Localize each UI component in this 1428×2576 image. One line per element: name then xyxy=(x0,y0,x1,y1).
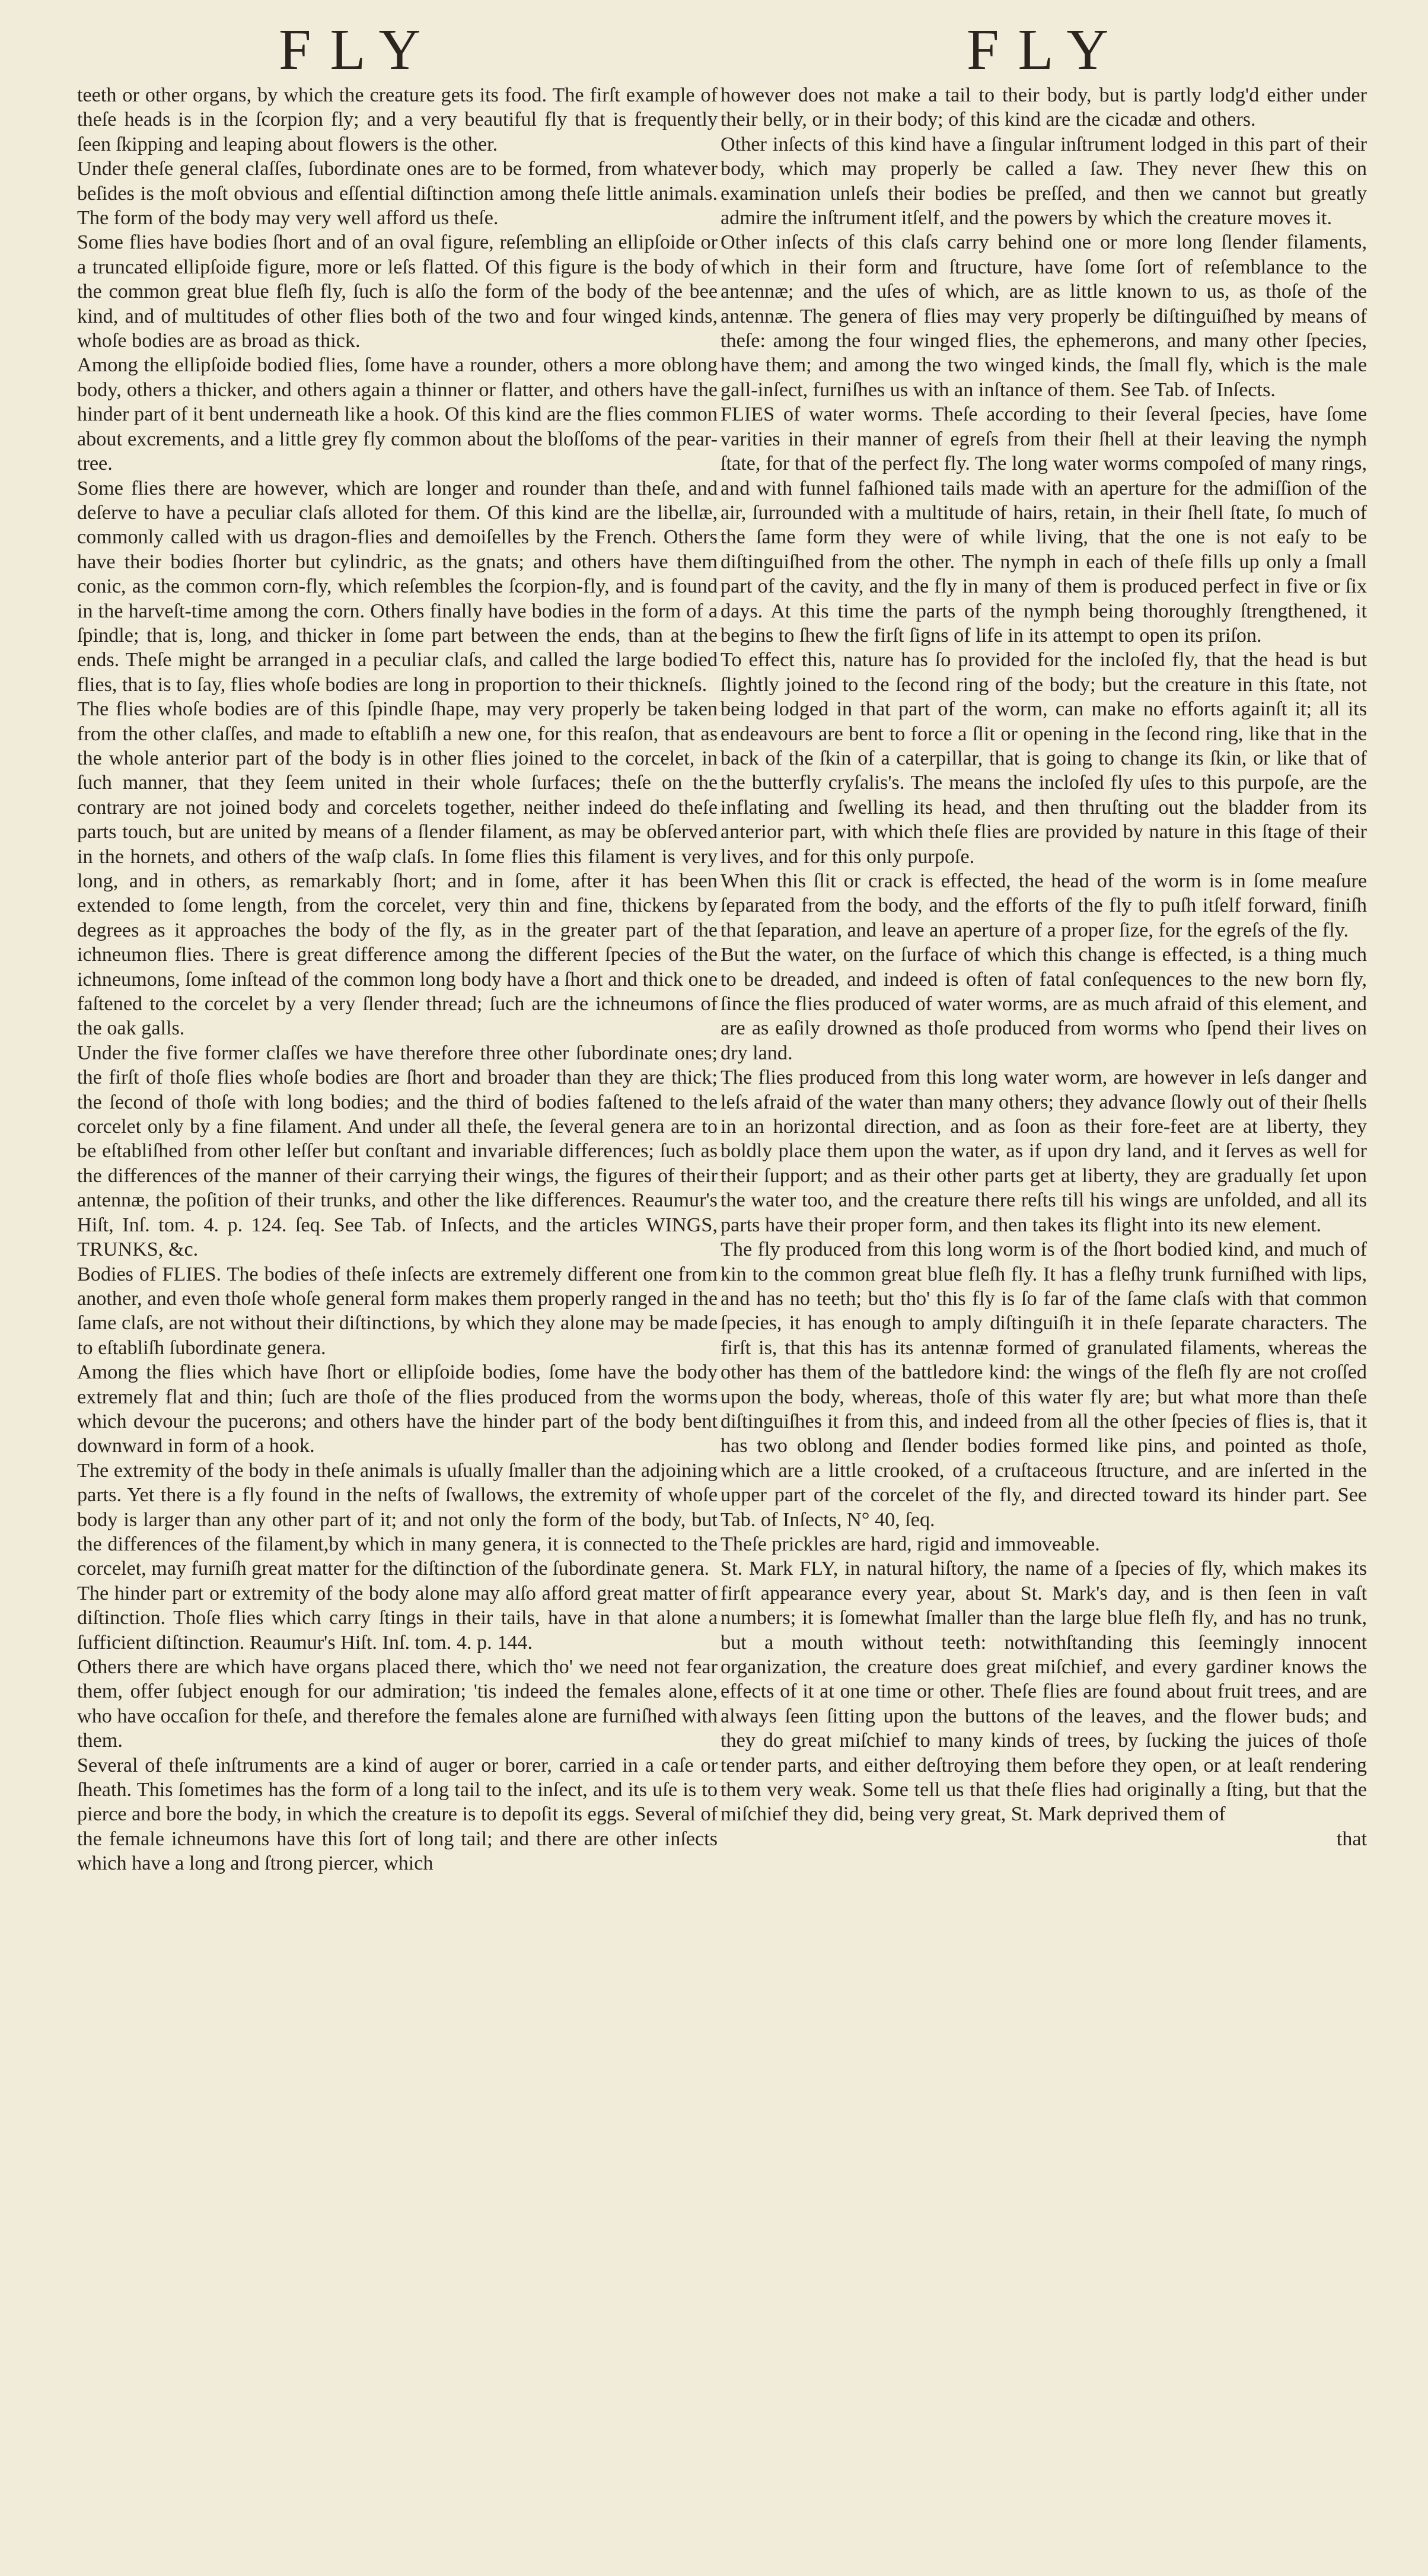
paragraph: But the water, on the ſurface of which this change is effected, is a thing much to be dreaded, and indeed is often of fatal conſequences to the new born fly, ſince the flies produced of water worms, are as much afraid of this element, and are as eaſily drowned as thoſe produced from worms who ſpend their lives on dry land. xyxy=(721,944,1367,1064)
paragraph: teeth or other organs, by which the creature gets its food. The firſt example of theſe heads is in the ſcorpion fly; and a very beautiful fly that is frequently ſeen ſkipping and leaping about flowers is the other. xyxy=(77,84,718,155)
paragraph: however does not make a tail to their body, but is partly lodg'd either under their belly, or in their body; of this kind are the cicadæ and others. xyxy=(721,84,1367,131)
paragraph: To effect this, nature has ſo provided for the incloſed fly, that the head is but ſlightly joined to the ſecond ring of the body; but the creature in this ſtate, not being lodged in that part of the worm, can make no efforts againſt it; all its endeavours are bent to force a ſlit or opening in the ſecond ring, like that in the back of the ſkin of a caterpillar, that is going to change its ſkin, or like that of the butterfly cryſalis's. The means the incloſed fly uſes to this purpoſe, are the inflating and ſwelling its head, and then thruſting out the bladder from its anterior part, with which theſe flies are provided by nature in this ſtage of their lives, and for this only purpoſe. xyxy=(721,649,1367,868)
paragraph: Several of theſe inſtruments are a kind of auger or borer, carried in a caſe or ſheath. This ſometimes has the form of a long tail to the inſect, and its uſe is to pierce and bore the body, in which the creature is to depoſit its eggs. Several of the female ichneumons have this ſort of long tail; and there are other inſects which have a long and ſtrong piercer, which xyxy=(77,1754,718,1875)
paragraph: When this ſlit or crack is effected, the head of the worm is in ſome meaſure ſeparated from the body, and the efforts of the fly to puſh itſelf forward, finiſh that ſeparation, and leave an aperture of a proper ſize, for the egreſs of the fly. xyxy=(721,870,1367,941)
paragraph: Among the flies which have ſhort or ellipſoide bodies, ſome have the body extremely flat and thin; ſuch are thoſe of the flies produced from the worms which devour the pucerons; and others have the hinder part of the body bent downward in form of a hook. xyxy=(77,1361,718,1457)
paragraph: Others there are which have organs placed there, which tho' we need not fear them, offer ſubject enough for our admiration; 'tis indeed the females alone, who have occaſion for theſe, and therefore the females alone are furniſhed with them. xyxy=(77,1656,718,1752)
paragraph: Among the ellipſoide bodied flies, ſome have a rounder, others a more oblong body, others a thicker, and others again a thinner or flatter, and others have the hinder part of it bent underneath like a hook. Of this kind are the flies common about excrements, and a little grey fly common about the bloſſoms of the pear-tree. xyxy=(77,354,718,475)
paragraph: FLIES of water worms. Theſe according to their ſeveral ſpecies, have ſome varities in their manner of egreſs from their ſhell at their leaving the nymph ſtate, for that of the perfect fly. The long water worms compoſed of many rings, and with funnel faſhioned tails made with an aperture for the admiſſion of the air, ſurrounded with a multitude of hairs, retain, in their ſhell ſtate, ſo much of the ſame form they were of while living, that the one is not eaſy to be diſtinguiſhed from the other. The nymph in each of theſe fills up only a ſmall part of the cavity, and the fly in many of them is produced perfect in five or ſix days. At this time the parts of the nymph being thoroughly ſtrengthened, it begins to ſhew the firſt ſigns of life in its attempt to open its priſon. xyxy=(721,403,1367,647)
paragraph: St. Mark FLY, in natural hiſtory, the name of a ſpecies of fly, which makes its firſt appearance every year, about St. Mark's day, and is then ſeen in vaſt numbers; it is ſomewhat ſmaller than the large blue fleſh fly, and has no trunk, but a mouth without teeth: notwithſtanding this ſeemingly innocent organization, the creature does great miſchief, and every gardiner knows the effects of it at one time or other. Theſe flies are found about fruit trees, and are always ſeen ſitting upon the buttons of the leaves, and the flower buds; and they do great miſchief to many kinds of trees, by ſucking the juices of thoſe tender parts, and either deſtroying them before they open, or at leaſt rendering them very weak. Some tell us that theſe flies had originally a ſting, but that the miſchief they did, being very great, St. Mark deprived them of xyxy=(721,1558,1367,1826)
running-head-right: FLY xyxy=(967,18,1128,82)
paragraph: Some flies there are however, which are longer and rounder than theſe, and deſerve to have a peculiar claſs alloted for them. Of this kind are the libellæ, commonly called with us dragon-flies and demoiſelles by the French. Others have their bodies ſhorter but cylindric, as the gnats; and others have them conic, as the common corn-fly, which reſembles the ſcorpion-fly, and is found in the harveſt-time among the corn. Others finally have bodies in the form of a ſpindle; that is, long, and thicker in ſome part between the ends, than at the ends. Theſe might be arranged in a peculiar claſs, and called the large bodied flies, that is to ſay, flies whoſe bodies are long in proportion to their thickneſs. xyxy=(77,477,718,696)
left-column xyxy=(77,83,718,1876)
paragraph: The flies whoſe bodies are of this ſpindle ſhape, may very properly be taken from the other claſſes, and made to eſtabliſh a new one, for this reaſon, that as the whole anterior part of the body is in other flies joined to the corcelet, in ſuch manner, that they ſeem united in their whole ſurfaces; theſe on the contrary are not joined body and corcelets together, neither indeed do theſe parts touch, but are united by means of a ſlender filament, as may be obſerved in the hornets, and others of the waſp claſs. In ſome flies this filament is very long, and in others, as remarkably ſhort; and in ſome, after it has been extended to ſome length, from the corcelet, very thin and fine, thickens by degrees as it approaches the body of the fly, as in the greater part of the ichneumon flies. There is great difference among the different ſpecies of the ichneumons, ſome inſtead of the common long body have a ſhort and thick one faſtened to the corcelet by a very ſlender thread; ſuch are the ichneumons of the oak galls. xyxy=(77,698,718,1040)
paragraph: Theſe prickles are hard, rigid and immoveable. xyxy=(721,1533,1100,1555)
paragraph: Other inſects of this kind have a ſingular inſtrument lodged in this part of their body, which may properly be called a ſaw. They never ſhew this on examination unleſs their bodies be preſſed, and then we cannot but greatly admire the inſtrument itſelf, and the powers by which the creature moves it. xyxy=(721,133,1367,230)
paragraph: The hinder part or extremity of the body alone may alſo afford great matter of diſtinction. Thoſe flies which carry ſtings in their tails, have in that alone a ſufficient diſtinction. Reaumur's Hiſt. Inſ. tom. 4. p. 144. xyxy=(77,1582,718,1654)
paragraph: The fly produced from this long worm is of the ſhort bodied kind, and much of kin to the common great blue fleſh fly. It has a fleſhy trunk furniſhed with lips, and has no teeth; but tho' this fly is ſo far of the ſame claſs with that common ſpecies, it has enough to amply diſtinguiſh it in theſe ſeparate characters. The firſt is, that this has its antennæ formed of granulated filaments, whereas the other has them of the battledore kind: the wings of the fleſh fly are not croſſed upon the body, whereas, thoſe of this water fly are; but what more than theſe diſtinguiſhes it from this, and indeed from all the other ſpecies of flies is, that it has two oblong and ſlender bodies formed like pins, and pointed as thoſe, which are a little crooked, of a cruſtaceous ſtructure, and are inſerted in the upper part of the corcelet of the fly, and directed toward its hinder part. See Tab. of Inſects, N° 40, ſeq. xyxy=(721,1238,1367,1531)
paragraph: The extremity of the body in theſe animals is uſually ſmaller than the adjoining parts. Yet there is a fly found in the neſts of ſwallows, the extremity of whoſe body is larger than any other part of it; and not only the form of the body, but the differences of the filament,by which in many genera, it is connected to the corcelet, may furniſh great matter for the diſtinction of the ſubordinate genera. xyxy=(77,1459,718,1580)
catchword: that xyxy=(1336,1827,1367,1850)
paragraph: Under theſe general claſſes, ſubordinate ones are to be formed, from whatever beſides is the moſt obvious and eſſential diſtinction among theſe little animals. The form of the body may very well afford us theſe. xyxy=(77,158,718,230)
running-head-left: FLY xyxy=(279,18,440,82)
paragraph: Other inſects of this claſs carry behind one or more long ſlender filaments, which in their form and ſtructure, have ſome ſort of reſemblance to the antennæ; and the uſes of which, are as little known to us, as thoſe of the antennæ. The genera of flies may very properly be diſtinguiſhed by means of theſe: among the four winged flies, the ephemerons, and many other ſpecies, have them; and among the two winged kinds, the ſmall fly, which is the male gall-inſect, furniſhes us with an inſtance of them. See Tab. of Inſects. xyxy=(721,231,1367,401)
paragraph: The flies produced from this long water worm, are however in leſs danger and leſs afraid of the water than many others; they advance ſlowly out of their ſhells in an horizontal direction, and as ſoon as their fore-feet are at liberty, they boldly place them upon the water, as if upon dry land, and it ſerves as well for their ſupport; and as their other parts get at liberty, they are gradually ſet upon the water too, and the creature there reſts till his wings are unfolded, and all its parts have their proper form, and then takes its flight into its new element. xyxy=(721,1066,1367,1236)
paragraph: Some flies have bodies ſhort and of an oval figure, reſembling an ellipſoide or a truncated ellipſoide figure, more or leſs flatted. Of this figure is the body of the common great blue fleſh fly, ſuch is alſo the form of the body of the bee kind, and of multitudes of other flies both of the two and four winged kinds, whoſe bodies are as broad as thick. xyxy=(77,231,718,352)
paragraph: Bodies of FLIES. The bodies of theſe inſects are extremely different one from another, and even thoſe whoſe general form makes them properly ranged in the ſame claſs, are not without their diſtinctions, by which they alone may be made to eſtabliſh ſubordinate genera. xyxy=(77,1263,718,1359)
paragraph: Under the five former claſſes we have therefore three other ſubordinate ones; the firſt of thoſe flies whoſe bodies are ſhort and broader than they are thick; the ſecond of thoſe with long bodies; and the third of bodies faſtened to the corcelet only by a fine filament. And under all theſe, the ſeveral genera are to be eſtabliſhed from other leſſer but conſtant and invariable differences; ſuch as the differences of the manner of their carrying their wings, the figures of their antennæ, the poſition of their trunks, and other the like differences. Reaumur's Hiſt, Inſ. tom. 4. p. 124. ſeq. See Tab. of Inſects, and the articles WINGS, TRUNKS, &c. xyxy=(77,1042,718,1261)
right-column xyxy=(721,83,1367,1851)
